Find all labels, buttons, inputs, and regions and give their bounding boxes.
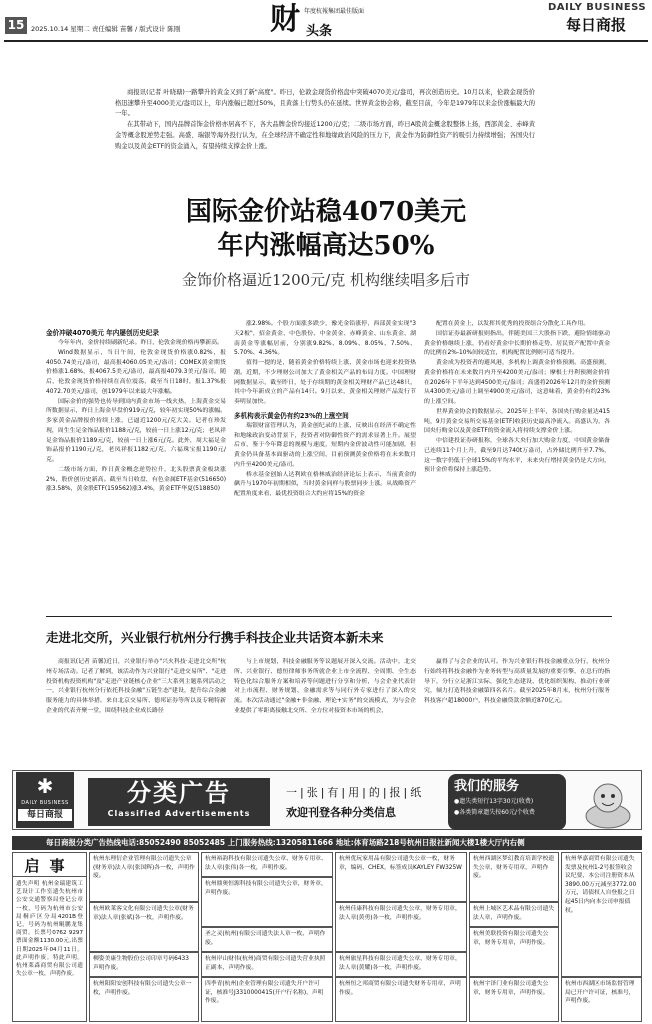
classified-item: 杭州华嘉商贸有限公司遗失发票及杭州1-2号报签收会议纪要，本公司注册资本从3890.00万元减至3772.00万元，请债权人自登报之日起45日内向本公司申报债权。: [561, 852, 642, 977]
classified-item: 杭州旅星科技有限公司遗失公章，财务专用章，法人章(黄耀)各一枚，声明作废。: [335, 952, 467, 977]
notice-body: 遗失声明 杭州金瑞建筑工艺设计工作室遗失杭州市公安交通警察局登记公章一枚，号码为杭州市公安局桐庐区分局4201B登记，号码为杭州鲲鹏龙集商贸。长票号0762 9297 票面金额1130.00元,出票日期2025年04月11日。此声明作废。特此声明。 杭州莱森商贸有限公司遗失公章一枚，声明作废。: [16, 881, 83, 978]
classified-item: 杭州上城区艺术品有限公司遗失法人章，声明作废。: [469, 902, 559, 927]
headline-line-2: 年内涨幅高达50%: [217, 231, 435, 261]
lead-paragraphs: [115, 88, 535, 152]
article-column-3: [424, 320, 610, 476]
story-column-3: [424, 658, 610, 707]
classified-item: 杭州恒之邦商贸有限公司遗失财务专用章，声明作废。: [335, 977, 467, 1022]
classified-item: 杭州裕韵科技有限公司遗失公章、财务专用章、法人章(张伟)各一枚，声明作废。: [201, 852, 333, 877]
mascot-figure-icon: [578, 776, 638, 830]
article-paragraph: 瑞银财富管理认为，黄金创纪录的上涨，反映出在经济不确定性和地缘政治变动背景下，投资者对防御性资产的需求显著上升。展望后市，鉴于今年降息的规模与速度，短期内金价波动性可能加剧，但黄金仍具备基本面驱动的上涨空间，目前预测黄金价格将在未来数月内升至4200美元/盎司。: [234, 422, 416, 468]
headline-subtitle: 金饰价格逼近1200元/克 机构继续唱多后市: [182, 271, 470, 289]
classified-item: 杭州宇泽门业有限公司遗失公章，财务专用章，声明作废。: [469, 977, 559, 1022]
logo-emblem-icon: ✱: [36, 774, 54, 798]
notice-title: 启事: [13, 855, 86, 877]
lead-paragraph: 在其带动下，国内品牌首饰金价格亦居高不下，各大品牌金价均接近1200元/克；二级市场方面，昨日A股黄金概念股整体上扬，西部黄金、赤峰黄金等概念股逆势走强。高盛、瑞银等海外投行认为，在全球经济不确定性和地缘政治风险的压力下，黄金作为防御性资产的吸引力持续增强；各国央行购金以及黄金ETF的资金涌入，有望持续支撑金价上涨。: [115, 121, 535, 150]
article-paragraph: 中信建投证券研报称，全球各大央行加大购金力度，中国黄金储备已连续11个月上升，截至9月达740t万盎司，占外储比例升至7.7%，这一数字仍低于全球15%的平均水平，未来央行增持黄金仍是大方向，预计金价将保持上涨趋势。: [424, 438, 610, 474]
article-paragraph: 今年年内，金价持续刷新纪录。昨日，伦敦金现价格再攀新高。: [58, 340, 223, 346]
section-title: 头条: [306, 24, 333, 39]
classified-item: 杭州阳阳安创科技有限公司遗失公章一枚，声明作废。: [89, 977, 199, 1022]
article-column-1: [46, 328, 226, 495]
article-paragraph: 配置在黄金上，以发挥其优秀的投资组合分散化工具作用。: [436, 321, 590, 327]
article-paragraph: 值得一提的是，随着黄金价格特续上涨，黄金市场也迎来投资热潮。近期，不少理财公司加大了黄金相关产品的布局力度。中国理财网数据显示，截至昨日，处于存续期的黄金相关理财产品已达48只，其中今年新成立的产品有14只。9月以来，黄金相关理财产品发行节奏明显加快。: [234, 360, 416, 405]
notice-box: [12, 852, 87, 1022]
page-number: 15: [5, 17, 27, 34]
classified-item: 杭州西湖区梦幻教育培训学校遗失公章，财务专用章，声明作废。: [469, 852, 559, 902]
subheading: 多机构表示黄金仍有约23%的上涨空间: [234, 411, 349, 420]
section-character: 财: [270, 2, 300, 37]
story-column-2: [234, 658, 416, 717]
story-paragraph: 与上市规划，科技金融服务等议题展开深入交流。活动中，北交所、兴业银行、德恒律师事务所就企业上市全流程、全周期、全生态特色化综合服务方案和培养等问题进行分享和分析，与会企业代表针对上市流程、财务规划、金融需求等与同行外专家进行了深入的交流。本次活动通过"金融+非金融、理论+实务"的交流模式，为与会企业提供了零距离接触北交所、全方位对接资本市场的机会，: [234, 659, 416, 714]
service-item: ●各类简章遗失按60元/个收费: [454, 809, 535, 816]
logo-en: DAILY BUSINESS: [21, 800, 69, 806]
service-title: 我们的服务: [454, 779, 520, 794]
story-paragraph: 商报讯(记者 苗馨)近日，兴业银行举办"兴火科技·走进北交所"杭州专场活动。记者了解到，该活动作为兴业银行"走进交易所"、"走进投资机构投资机构"及"走进产业链核心企业"三大系列主题系列活动之一，兴业银行杭州分行依托科技金融"五链生态"建设，提升综合金融服务能力的具体举措。来自北京交易所、德邦证券等所以及专精特新企业的代表齐聚一堂，围绕科技企业成长路径: [46, 659, 226, 714]
article-paragraph: 世界黄金协会的数据显示，2025年上半年，各国央行购金量达415吨，9月黄金交易所交易基金(ETF)收获历史最高净流入。高盛认为，各国央行购金以及黄金ETF的资金流入将持续支撑金价上涨。: [424, 408, 610, 435]
classified-item: 杭州市西湖区市场监督管理局已开户许可证，核准号，声明作废。: [561, 977, 642, 1022]
classified-item: 杭州鼎奥恒源科技有限公司遗失公章，财务章，声明作废。: [201, 877, 333, 927]
headline-line-1: 国际金价站稳4070美元: [185, 197, 467, 227]
service-box: [448, 774, 566, 830]
article-paragraph: 国信证券最新研报则指出，伴随美国三大股指下跌，避险情绪驱动黄金价格继续上涨，仍看好黄金中长期价格走势，居民资产配置中黄金的比例在2%-10%间较适宜，机构配置比例则可适当提升。: [424, 330, 610, 357]
group-label: 年度杭報集团最佳版面: [304, 8, 365, 15]
article-paragraph: 涨2.98%。个股方面涨多跌少，豫光金铅涨停，西部黄金实现"3天2板"，招金黄金、中色股份、中金黄金、赤峰黄金、山东黄金、湖南黄金等涨幅居前，分别涨9.82%、8.09%、8.05%、7.50%、5.70%、4.36%。: [234, 321, 416, 357]
classified-item: 杭州欧莱客文化有限公司遗失公章(财务章)法人章(张斌)各一枚，声明作废。: [89, 902, 199, 952]
article-column-2: [234, 320, 416, 500]
classified-item: 杭州优玩家用品有限公司遗失公章一枚，财务章，编码，CHEX，标签成员KAYLEY FW325W: [335, 852, 467, 902]
article-paragraph: 桥水基金创始人达利欧在格林威治经济论坛上表示，当前黄金的飙升与1970年初期相似，当时黄金同样与股票同步上涨。从战略资产配置角度来看，最优投资组合大约应将15%的资金: [234, 471, 416, 497]
ad-slogan: 一|张|有|用|的|报|纸: [286, 786, 425, 799]
classified-item: 杭州东理衍企业管理有限公司遗失公章(财务章)法人章(张国辉)各一枚，声明作废。: [89, 852, 199, 902]
lead-paragraph: 商报讯(记者 叶晓瑭)一路攀升的黄金又到了新"高度"。昨日，伦敦金现货价格盘中突破4070美元/盎司，再次创造历史。10月以来，伦敦金现货价格迅速攀升至4000美元/盎司以上，年内涨幅已超过50%，且黄落上行势头仍在延续。世界黄金协会称，截至目前，今年是1979年以来金价涨幅最大的一年。: [115, 89, 535, 118]
classified-title-cn: 分类广告: [127, 778, 231, 807]
paper-name-en: DAILY BUSINESS: [548, 2, 647, 13]
logo-cn: 每日商报: [18, 809, 72, 821]
classified-item: 杭州岸山财伟(杭州)商贸有限公司遗失营业执照正副本，声明作废。: [201, 952, 333, 977]
article-paragraph: 黄金成为投资者的避风港，多机构上调黄金价格预测。高盛预测，黄金价格将在未来数月内升至4200美元/盎司；摩根士丹利预测金价将在2026年下半年达到4500美元/盎司；高盛将2026年12月的金价预测从4300美元/盎司上调至4900美元/盎司，这意味着，黄金仍有约23%的上涨空间。: [424, 360, 610, 405]
classified-title-en: Classified Advertisements: [107, 809, 251, 818]
classified-item: 圣之灵(杭州)有限公司遗失法人章一枚，声明作废。: [201, 927, 333, 952]
classifieds-grid: [12, 852, 642, 1022]
header-rule: [4, 40, 648, 42]
article-paragraph: 国际金价的强势也传导到国内黄金市场一线火热，上海黄金交易所数据显示，昨日上海金早盘价919元/克，较年初实现50%的涨幅。多家黄金品牌报价持续上涨，已逼近1200元/克大关。记者在珍发现，周生生足金饰品报价1188元/克，较前一日上涨12元/克；老凤祥足金饰品报价1189元/克，较前一日上涨6元/克。此外，周大福足金饰品报价1190元/克，老凤祥报1182元/克，六福珠宝报1190元/克。: [46, 398, 226, 463]
classified-item: 杭州佳康科技有限公司遗失公章，财务专用章，法人章(黄勇)各一枚，声明作废。: [335, 902, 467, 952]
page-header: [0, 0, 652, 44]
subheading: 金价冲破4070美元 年内屡创历史纪录: [46, 329, 159, 337]
section-divider: [46, 616, 612, 617]
story-paragraph: 赢得了与会企业的认可。作为兴业银行科技金融重点分行，杭州分行始终将科技金融作为业务转型与高质量发展的重要引擎，在总行的指导下，分行立足浙江实际，强化生态建设、优化组织架构、推动行业研究，倾力打造科技金融第四名名片。截至2025年8月末，杭州分行服务科技客户超18000户，科技金融贷款余额近870亿元。: [424, 659, 610, 705]
date-line: 2025.10.14 星期二 责任编辑 苗馨 / 版式设计 陈刚: [31, 25, 181, 33]
paper-logo: [16, 772, 74, 828]
classified-item: 四季青(杭州)企业管理有限公司遗失开户许可证，核准号J3310000415(开户行名称)，声明作废。: [201, 977, 333, 1022]
story-column-1: [46, 658, 226, 717]
story-headline: 走进北交所，兴业银行杭州分行携手科技企业共话资本新未来: [46, 630, 384, 645]
article-paragraph: Wind数据显示，当日午间，伦敦金现货价格涨0.82%，报4050.74美元/盎司，最高报4060.05美元/盎司；COMEX黄金期货价格涨1.68%，报4067.5美元/盎司，最高报4079.3美元/盎司。随后，伦敦金现货价格持续在高位震荡，截至当日18时，报1.37%报4072.70美元/盎司，创1979年以来最大年涨幅。: [46, 349, 226, 395]
service-item: ●遗失类短行13字30元(收费): [454, 798, 534, 805]
article-paragraph: 二级市场方面，昨日黄金概念逆势拉升，北头股票黄金板块涨2%，股价创历史新高。截至当日收盘，有色金属ETF基金(516650)涨3.58%，黄金股ETF(159562)涨3.4%，黄金ETF华夏(518850): [46, 466, 226, 493]
classified-title: [88, 778, 270, 826]
ad-slogan-2: 欢迎刊登各种分类信息: [286, 806, 396, 819]
classified-item: 杭州美联投资有限公司遗失公章，财务专用章，声明作废。: [469, 927, 559, 977]
paper-name-cn: 每日商报: [566, 16, 627, 34]
hotline-bar: 每日商报分类广告热线电话:85052490 85052485 上门服务热线:13205811666 地址:体育场路218号杭州日报社新闻大楼1楼大厅内右侧: [12, 836, 642, 850]
classified-item: 柳姿美康生物股份公司印章号码6433 声明作废。: [89, 952, 199, 977]
